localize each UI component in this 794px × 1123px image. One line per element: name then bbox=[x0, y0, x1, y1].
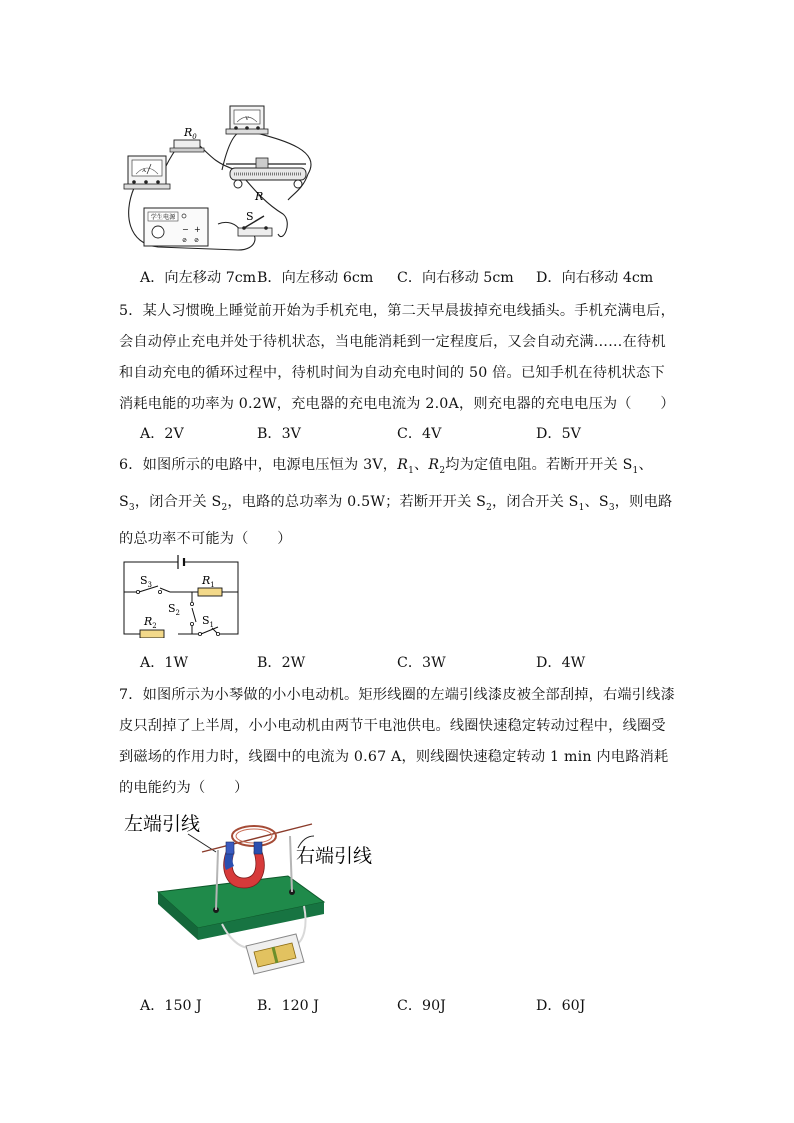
svg-text:S: S bbox=[246, 210, 254, 223]
horseshoe-magnet-icon bbox=[224, 842, 265, 888]
q6-option-d[interactable]: D．4W bbox=[536, 655, 586, 671]
s2-label: $S_2$ bbox=[168, 602, 181, 617]
svg-text:+: + bbox=[194, 225, 201, 234]
q7-option-a[interactable]: A．150 J bbox=[140, 998, 202, 1014]
svg-text:V: V bbox=[245, 116, 249, 122]
battery-pack-icon bbox=[246, 934, 304, 974]
left-lead-label: 左端引线 bbox=[124, 813, 201, 835]
r0-label: $R_0$ bbox=[184, 126, 197, 141]
q4-option-b[interactable]: B．向左移动 6cm bbox=[257, 270, 374, 286]
q4-option-c[interactable]: C．向右移动 5cm bbox=[397, 270, 514, 286]
q7-question-text: 7．如图所示为小琴做的小小电动机。矩形线圈的左端引线漆皮被全部刮掉，右端引线漆皮只刮掉了上半周，小小电动机由两节干电池供电。线圈快速稳定转动过程中，线圈受到磁场的作用力时，线圈中的电流为 0.67 A，则线圈快速稳定转动 1 min 内电路消耗的电能约为（ ） bbox=[119, 687, 675, 796]
q6-option-c[interactable]: C．3W bbox=[397, 655, 446, 671]
q7-option-d[interactable]: D．60J bbox=[536, 998, 586, 1014]
svg-text:学生电源: 学生电源 bbox=[150, 214, 176, 221]
q6-option-a[interactable]: A．1W bbox=[140, 655, 189, 671]
resistor-r0-icon bbox=[170, 126, 204, 152]
svg-text:⊘: ⊘ bbox=[194, 237, 200, 244]
q5-option-b[interactable]: B．3V bbox=[257, 426, 301, 442]
r1-label: $R_1$ bbox=[202, 574, 215, 589]
q7-option-b[interactable]: B．120 J bbox=[257, 998, 319, 1014]
q4-option-d[interactable]: D．向右移动 4cm bbox=[536, 270, 654, 286]
switch-s-icon bbox=[238, 210, 272, 236]
q4-circuit-figure bbox=[118, 104, 318, 252]
rheostat-icon bbox=[226, 158, 306, 203]
q5-option-a[interactable]: A．2V bbox=[140, 426, 184, 442]
q5-option-d[interactable]: D．5V bbox=[536, 426, 581, 442]
svg-text:R: R bbox=[255, 190, 264, 203]
r2-resistor bbox=[140, 630, 164, 638]
right-lead-label: 右端引线 bbox=[296, 845, 373, 867]
svg-text:⊘: ⊘ bbox=[182, 237, 188, 244]
ammeter-icon bbox=[124, 156, 170, 189]
q5-option-c[interactable]: C．4V bbox=[397, 426, 442, 442]
q5-question-text: 5．某人习惯晚上睡觉前开始为手机充电，第二天早晨拔掉充电线插头。手机充满电后，会自动停止充电并处于待机状态，当电能消耗到一定程度后，又会自动充满……在待机和自动充电的循环过程中，待机时间为自动充电时间的 50 倍。已知手机在待机状态下消耗电能的功率为 0.2W，充电器的充电电流为 2.0A，则充电器的充电电压为（ ） bbox=[119, 303, 675, 412]
r1-resistor bbox=[198, 588, 222, 596]
power-supply-icon bbox=[144, 208, 208, 246]
svg-text:−: − bbox=[182, 225, 189, 234]
voltmeter-icon bbox=[226, 106, 268, 134]
s3-label: $S_3$ bbox=[140, 574, 153, 589]
q6-question-text: 6．如图所示的电路中，电源电压恒为 3V，$R_1$、$R_2$均为定值电阻。若断开开关 $S_1$、$S_3$，闭合开关 $S_2$，电路的总功率为 0.5W；若断开开关 $S_2$，闭合开关 $S_1$、$S_3$，则电路的总功率不可能为（ ） bbox=[119, 457, 673, 547]
s1-label: $S_1$ bbox=[202, 614, 215, 629]
q6-option-b[interactable]: B．2W bbox=[257, 655, 306, 671]
q7-option-c[interactable]: C．90J bbox=[397, 998, 446, 1014]
r2-label: $R_2$ bbox=[144, 615, 157, 630]
q6-circuit-figure bbox=[118, 552, 244, 638]
svg-text:A: A bbox=[142, 168, 146, 174]
q7-motor-figure bbox=[118, 806, 390, 984]
q4-option-a[interactable]: A．向左移动 7cm bbox=[140, 270, 257, 286]
